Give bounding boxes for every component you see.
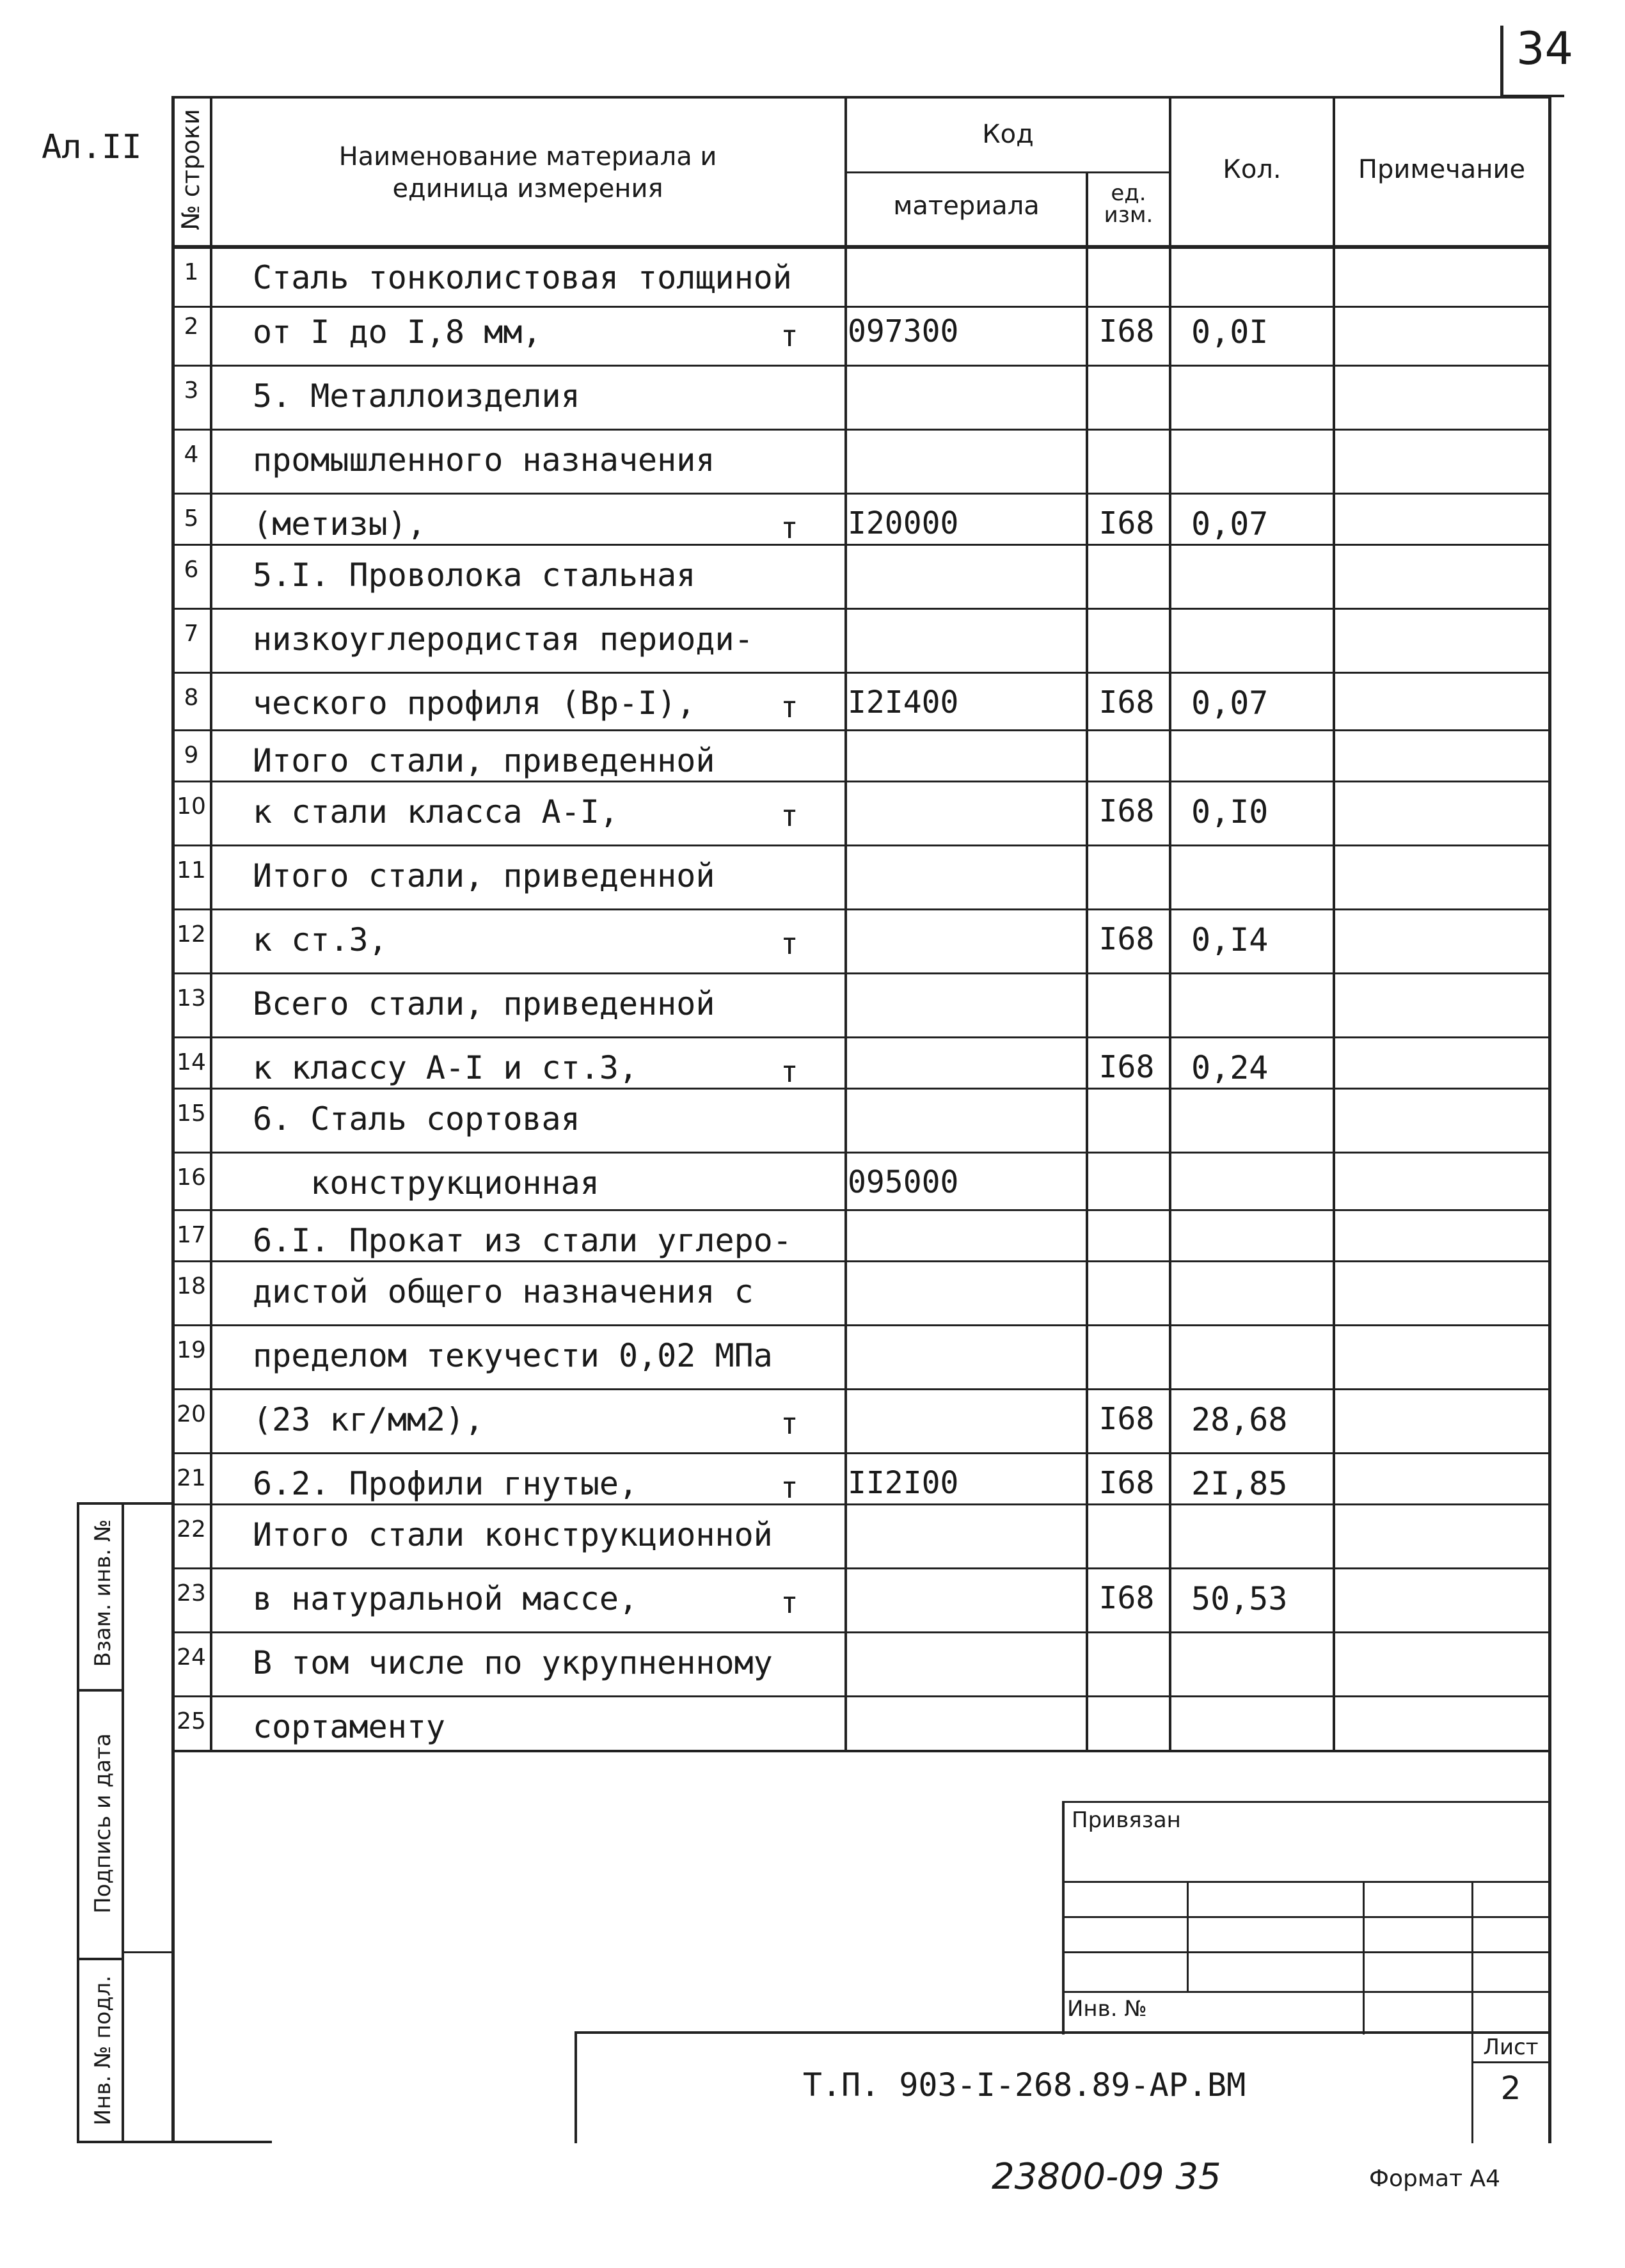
quantity: 28,68 <box>1191 1401 1288 1438</box>
unit-code: I68 <box>1098 921 1155 957</box>
paper-format-label: Формат А4 <box>1369 2166 1501 2192</box>
row-divider <box>171 1631 1551 1633</box>
material-name: Итого стали, приведенной <box>253 857 715 894</box>
material-name: 5. Металлоизделия <box>253 377 580 415</box>
material-name: Сталь тонколистовая толщиной <box>253 259 792 296</box>
material-name: Итого стали конструкционной <box>253 1516 773 1553</box>
material-code: 095000 <box>848 1164 959 1200</box>
row-number: 4 <box>184 441 199 468</box>
note-header: Примечание <box>1358 155 1526 184</box>
material-name: в натуральной массе, <box>253 1580 638 1617</box>
row-number: 20 <box>177 1401 206 1427</box>
unit-code: I68 <box>1098 1580 1155 1616</box>
material-name: В том числе по укрупненному <box>253 1644 773 1681</box>
unit-label: т <box>781 798 798 833</box>
quantity: 0,I4 <box>1191 921 1269 958</box>
quantity: 0,07 <box>1191 685 1269 722</box>
row-number: 10 <box>177 793 206 820</box>
row-number: 3 <box>184 377 199 404</box>
row-divider <box>171 1503 1551 1505</box>
row-divider <box>171 306 1551 308</box>
material-code: 097300 <box>848 313 959 349</box>
material-code-header: материала <box>893 191 1040 221</box>
row-number: 7 <box>184 621 199 647</box>
unit-label: т <box>781 1406 798 1441</box>
material-name: низкоуглеродистая периоди- <box>253 621 754 658</box>
name-header-line2: единица измерения <box>392 174 663 203</box>
material-name: дистой общего назначения с <box>253 1273 754 1310</box>
row-number: 19 <box>177 1337 206 1363</box>
sheet-number: 2 <box>1500 2070 1521 2107</box>
sheet-label: Лист <box>1483 2034 1539 2060</box>
row-divider <box>171 672 1551 674</box>
quantity: 0,I0 <box>1191 793 1269 830</box>
bound-label: Привязан <box>1072 1807 1181 1833</box>
material-name: конструкционная <box>253 1164 599 1201</box>
material-name: (23 кг/мм2), <box>253 1401 484 1438</box>
row-number: 9 <box>184 742 199 768</box>
quantity: 0,24 <box>1191 1049 1269 1086</box>
row-divider <box>171 1209 1551 1211</box>
material-name: 6. Сталь сортовая <box>253 1100 580 1138</box>
name-header-line1: Наименование материала и <box>338 142 717 171</box>
row-divider <box>171 1036 1551 1038</box>
unit-label: т <box>781 1470 798 1505</box>
handwritten-number: 23800-09 35 <box>992 2156 1221 2198</box>
row-divider <box>171 1324 1551 1326</box>
row-number: 18 <box>177 1273 206 1299</box>
inventory-number-label: Инв. № <box>1067 1996 1147 2022</box>
row-number: 12 <box>177 921 206 948</box>
unit-label: т <box>781 690 798 724</box>
material-name: 6.2. Профили гнутые, <box>253 1465 638 1502</box>
row-number: 1 <box>184 259 199 285</box>
material-name: промышленного назначения <box>253 441 715 479</box>
material-name: сортаменту <box>253 1708 446 1745</box>
row-divider <box>171 1567 1551 1569</box>
row-number: 15 <box>177 1100 206 1127</box>
unit-label: т <box>781 926 798 961</box>
unit-label: т <box>781 511 798 545</box>
row-divider <box>171 544 1551 546</box>
replace-inventory-label: Взам. инв. № <box>90 1519 116 1667</box>
row-number: 22 <box>177 1516 206 1542</box>
qty-header: Кол. <box>1223 155 1281 184</box>
quantity: 0,0I <box>1191 313 1269 351</box>
name-header <box>218 141 838 205</box>
row-divider <box>171 908 1551 910</box>
row-number: 14 <box>177 1049 206 1075</box>
material-name: ческого профиля (Вр-I), <box>253 685 696 722</box>
material-code: II2I00 <box>848 1465 959 1501</box>
row-divider <box>171 1152 1551 1154</box>
original-inventory-label: Инв. № подл. <box>90 1975 116 2126</box>
row-number: 17 <box>177 1222 206 1248</box>
unit-label: т <box>781 319 798 353</box>
material-name: 6.I. Прокат из стали углеро- <box>253 1222 792 1259</box>
row-divider <box>171 365 1551 367</box>
row-divider <box>171 1088 1551 1090</box>
unit-header <box>1088 182 1169 226</box>
album-label: Ал.II <box>42 128 142 166</box>
material-name: Всего стали, приведенной <box>253 985 715 1022</box>
row-number-header: № строки <box>177 109 205 230</box>
row-divider <box>171 845 1551 846</box>
unit-label: т <box>781 1054 798 1089</box>
quantity: 2I,85 <box>1191 1465 1288 1502</box>
unit-code: I68 <box>1098 313 1155 349</box>
row-divider <box>171 1388 1551 1390</box>
row-divider <box>171 608 1551 610</box>
material-name: Итого стали, приведенной <box>253 742 715 779</box>
row-number: 25 <box>177 1708 206 1734</box>
material-code: I20000 <box>848 505 959 541</box>
material-name: 5.I. Проволока стальная <box>253 557 696 594</box>
row-divider <box>171 493 1551 495</box>
material-name: к классу А-I и ст.3, <box>253 1049 638 1086</box>
row-number: 8 <box>184 685 199 711</box>
row-number: 21 <box>177 1465 206 1491</box>
row-divider <box>171 429 1551 431</box>
material-name: (метизы), <box>253 505 426 543</box>
material-name: к ст.3, <box>253 921 388 958</box>
signature-date-label: Подпись и дата <box>90 1733 116 1914</box>
material-code: I2I400 <box>848 685 959 720</box>
row-divider <box>171 1260 1551 1262</box>
row-number: 2 <box>184 313 199 340</box>
unit-code: I68 <box>1098 1401 1155 1437</box>
row-number: 6 <box>184 557 199 583</box>
row-divider <box>171 1695 1551 1697</box>
row-divider <box>171 1452 1551 1454</box>
unit-code: I68 <box>1098 1465 1155 1501</box>
unit-header-line1: ед. <box>1111 180 1146 206</box>
unit-code: I68 <box>1098 685 1155 720</box>
row-divider <box>171 781 1551 782</box>
page-number: 34 <box>1516 22 1574 75</box>
quantity: 0,07 <box>1191 505 1269 543</box>
row-number: 24 <box>177 1644 206 1670</box>
unit-code: I68 <box>1098 793 1155 829</box>
row-divider <box>171 729 1551 731</box>
document-code: Т.П. 903-I-268.89-АР.ВМ <box>802 2066 1246 2104</box>
material-name: к стали класса А-I, <box>253 793 619 830</box>
unit-label: т <box>781 1585 798 1620</box>
quantity: 50,53 <box>1191 1580 1288 1617</box>
material-name: от I до I,8 мм, <box>253 313 542 351</box>
unit-code: I68 <box>1098 1049 1155 1085</box>
row-divider <box>171 972 1551 974</box>
row-number: 11 <box>177 857 206 884</box>
row-number: 13 <box>177 985 206 1011</box>
unit-header-line2: изм. <box>1104 202 1153 228</box>
row-number: 5 <box>184 505 199 532</box>
code-header: Код <box>982 120 1034 149</box>
material-name: пределом текучести 0,02 МПа <box>253 1337 773 1374</box>
row-number: 16 <box>177 1164 206 1191</box>
row-number: 23 <box>177 1580 206 1606</box>
unit-code: I68 <box>1098 505 1155 541</box>
